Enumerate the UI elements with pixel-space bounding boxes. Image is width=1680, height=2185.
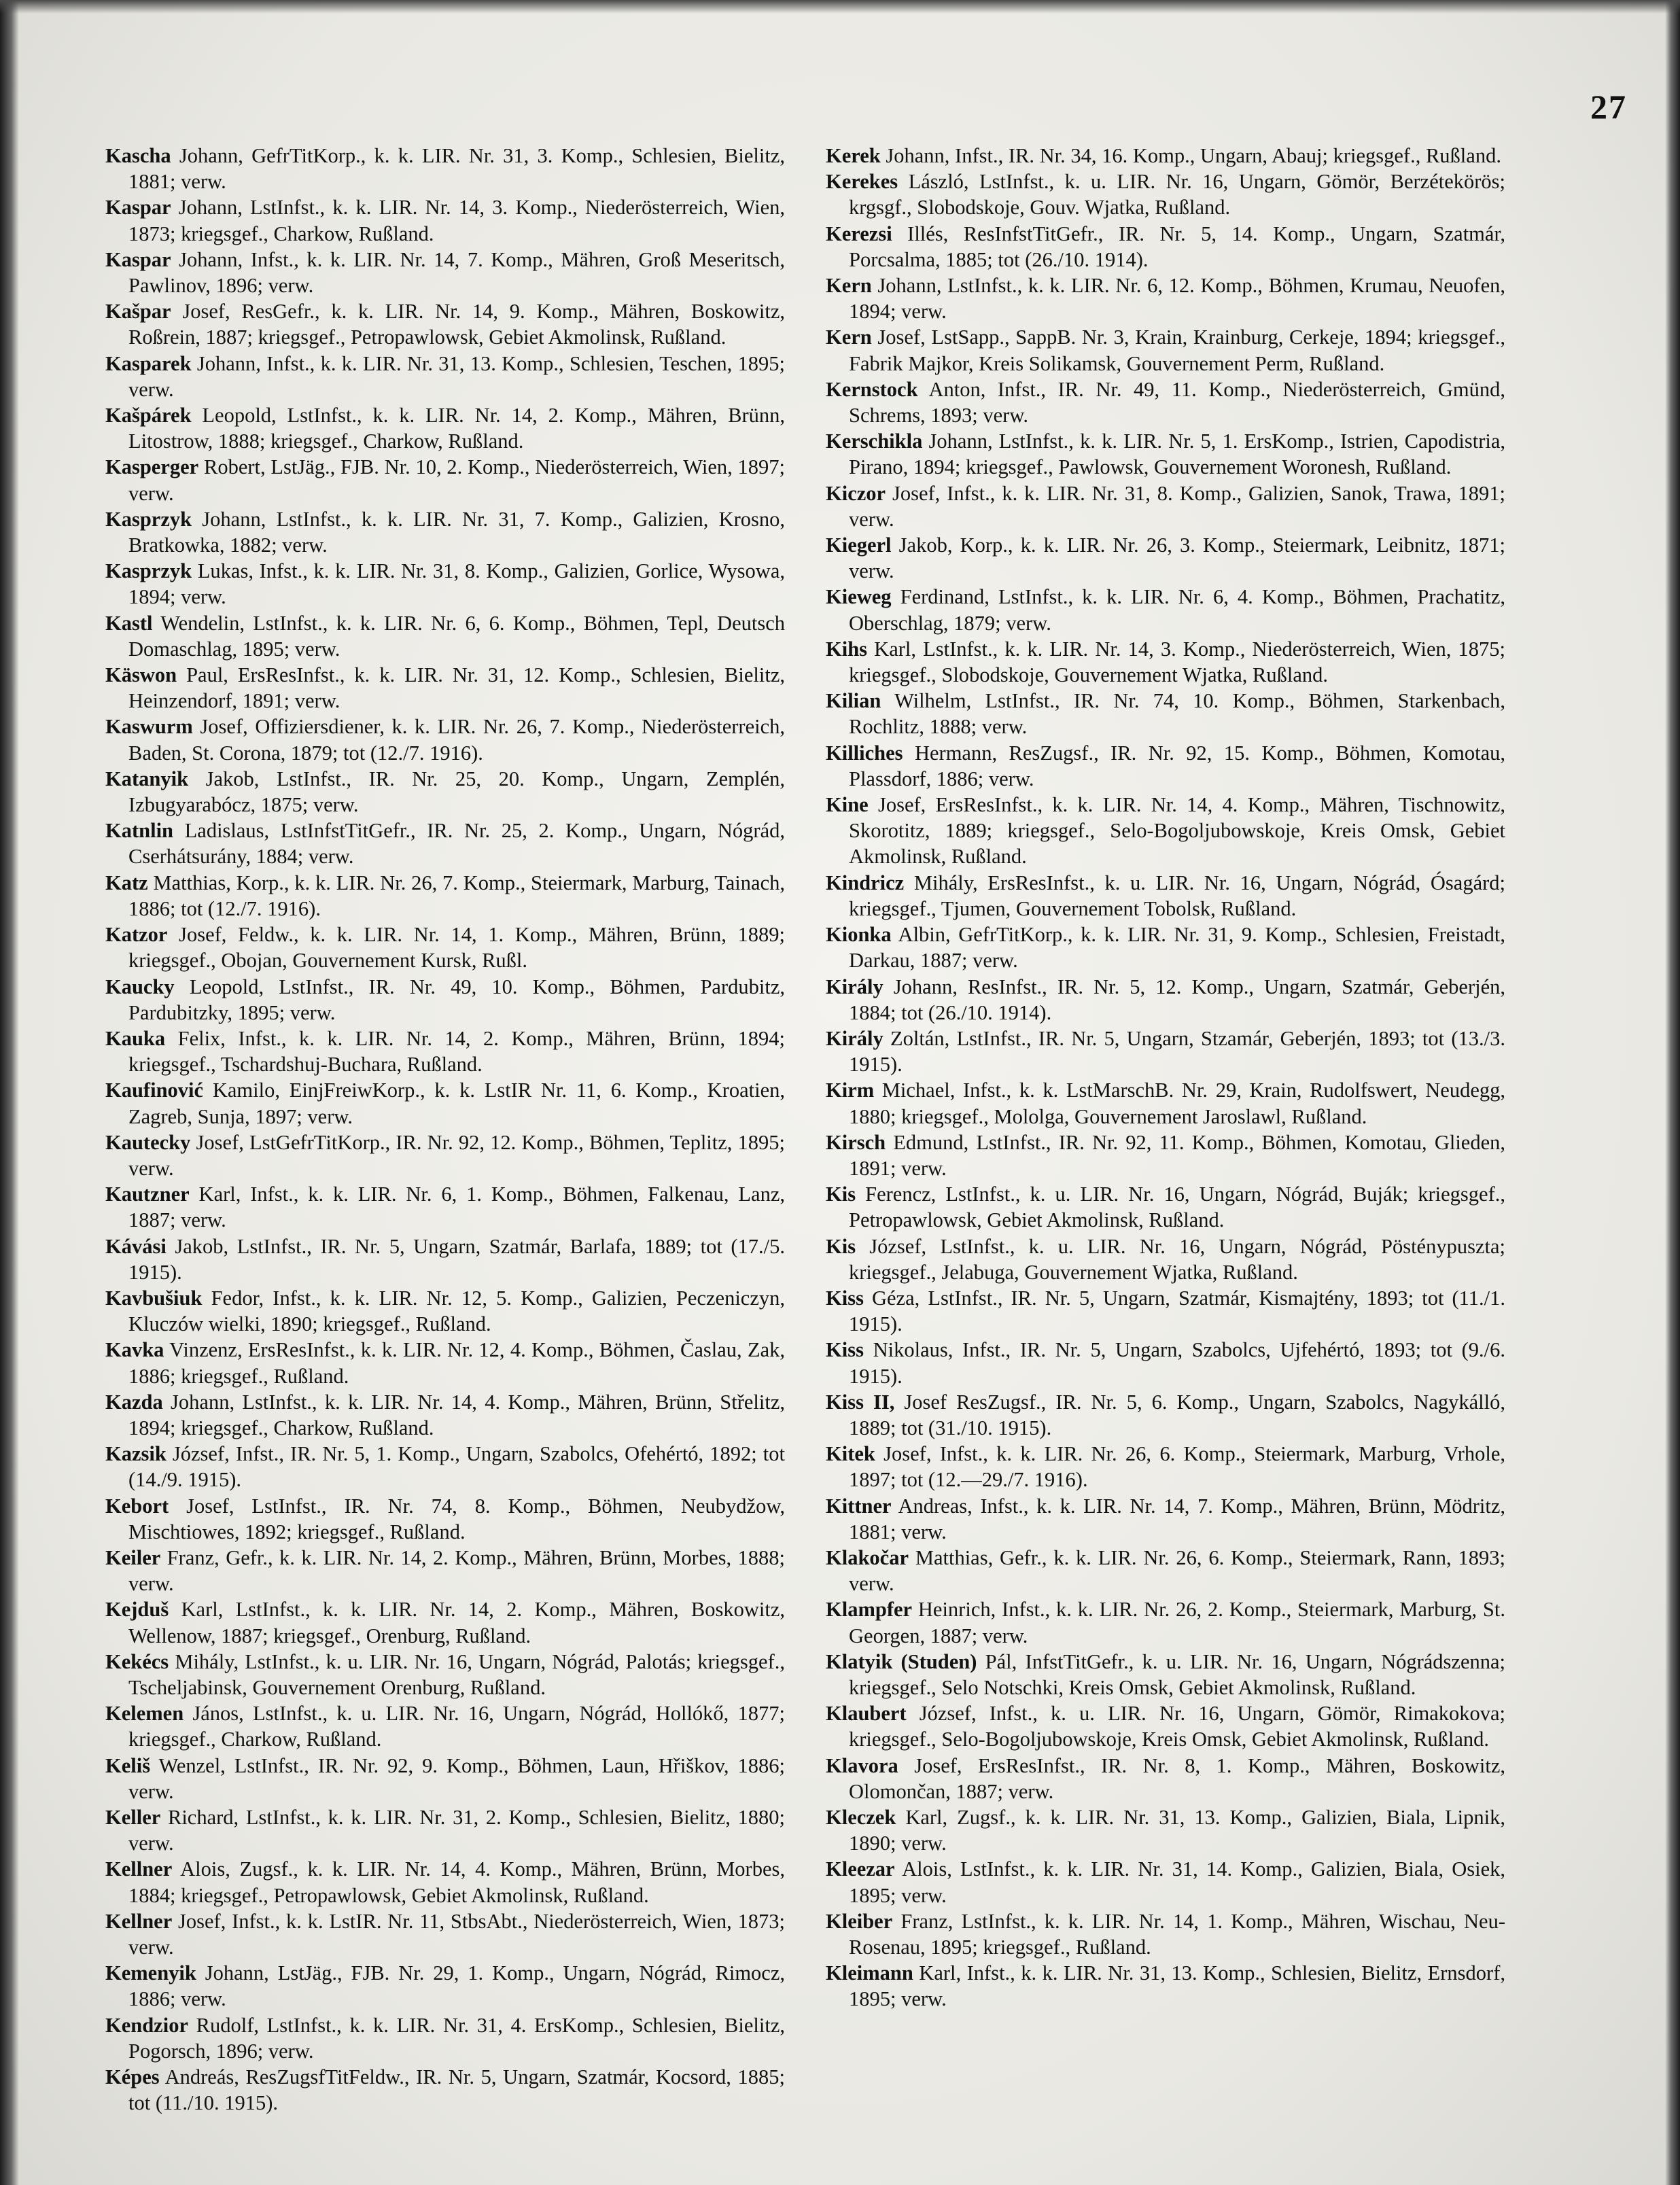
entry-surname: Kebort (105, 1494, 169, 1518)
list-entry (105, 1285, 785, 1337)
entry-surname: Kerschikla (826, 430, 923, 453)
entry-details: Lukas, Infst., k. k. LIR. Nr. 31, 8. Komp., Galizien, Gorlice, Wysowa, 1894; verw. (128, 559, 785, 609)
entry-surname: Käswon (105, 663, 177, 687)
entry-details: Karl, Zugsf., k. k. LIR. Nr. 31, 13. Komp., Galizien, Biala, Lipnik, 1890; verw. (849, 1806, 1505, 1855)
entry-surname: Kiegerl (826, 534, 892, 557)
entry-details: Géza, LstInfst., IR. Nr. 5, Ungarn, Szatmár, Kismajtény, 1893; tot (11./1. 1915). (849, 1286, 1505, 1336)
list-entry (105, 1700, 785, 1752)
entry-details: Franz, Gefr., k. k. LIR. Nr. 14, 2. Komp., Mähren, Brünn, Morbes, 1888; verw. (128, 1545, 785, 1596)
entry-details: Mihály, LstInfst., k. u. LIR. Nr. 16, Ungarn, Nógrád, Palotás; kriegsgef., Tscheljabinsk, Gouvernement Orenburg, Rußland. (128, 1649, 785, 1699)
list-entry (105, 1181, 785, 1233)
scan-shadow-right (1665, 0, 1680, 2185)
list-entry (826, 1804, 1505, 1856)
list-entry (105, 402, 785, 454)
entry-surname: Kaucky (105, 975, 175, 998)
list-entry (105, 818, 785, 869)
list-entry (105, 1960, 785, 2012)
list-entry (826, 688, 1505, 739)
entry-details: Leopold, LstInfst., IR. Nr. 49, 10. Komp., Böhmen, Pardubitz, Pardubitzky, 1895; verw. (128, 975, 785, 1024)
list-entry (105, 1077, 785, 1129)
list-entry (826, 1545, 1505, 1596)
list-entry (826, 974, 1505, 1026)
entry-details: József, LstInfst., k. u. LIR. Nr. 16, Ungarn, Nógrád, Pösténypuszta; kriegsgef., Jelabuga, Gouvernement Wjatka, Rußland. (849, 1234, 1505, 1284)
list-entry (826, 740, 1505, 792)
list-entry (826, 636, 1505, 688)
entry-details: Edmund, LstInfst., IR. Nr. 92, 11. Komp., Böhmen, Komotau, Glieden, 1891; verw. (849, 1130, 1505, 1180)
list-entry (105, 1753, 785, 1804)
entry-surname: Katnlin (105, 819, 174, 843)
entry-details: Josef, Infst., k. k. LIR. Nr. 31, 8. Komp., Galizien, Sanok, Trawa, 1891; verw. (849, 481, 1505, 531)
entry-surname: Kašpar (105, 300, 171, 324)
entry-surname: Keiler (105, 1545, 161, 1569)
entry-details: Josef, LstSapp., SappB. Nr. 3, Krain, Krainburg, Cerkeje, 1894; kriegsgef., Fabrik Majkor, Kreis Solikamsk, Gouvernement Perm, Rußland. (849, 326, 1505, 375)
entry-surname: Katanyik (105, 767, 189, 790)
entry-surname: Kerekes (826, 170, 898, 194)
entry-details: Josef, Offiziersdiener, k. k. LIR. Nr. 26, 7. Komp., Niederösterreich, Baden, St. Corona, 1879; tot (12./7. 1916). (128, 715, 785, 765)
entry-surname: Kleezar (826, 1857, 895, 1881)
list-entry (105, 1493, 785, 1545)
entry-details: Josef, ResGefr., k. k. LIR. Nr. 14, 9. Komp., Mähren, Boskowitz, Roßrein, 1887; kriegsgef., Petropawlowsk, Gebiet Akmolinsk, Rußland. (128, 300, 785, 349)
entry-details: Pál, InfstTitGefr., k. u. LIR. Nr. 16, Ungarn, Nógrádszenna; kriegsgef., Selo Notschki, Kreis Omsk, Gebiet Akmolinsk, Rußland. (849, 1649, 1506, 1699)
entry-details: Wendelin, LstInfst., k. k. LIR. Nr. 6, 6. Komp., Böhmen, Tepl, Deutsch Domaschlag, 1895; verw. (128, 611, 785, 661)
entry-surname: Kine (826, 793, 869, 817)
list-entry (826, 1493, 1505, 1545)
entry-surname: Katz (105, 871, 148, 894)
entry-details: Heinrich, Infst., k. k. LIR. Nr. 26, 2. Komp., Steiermark, Marburg, St. Georgen, 1887; verw. (849, 1598, 1505, 1647)
list-entry (105, 351, 785, 402)
entry-surname: Király (826, 975, 883, 998)
entry-surname: Kazda (105, 1390, 163, 1414)
list-entry (826, 169, 1505, 220)
list-entry (105, 1337, 785, 1388)
entry-details: Ferencz, LstInfst., k. u. LIR. Nr. 16, Ungarn, Nógrád, Buják; kriegsgef., Petropawlowsk, Gebiet Akmolinsk, Rußland. (849, 1183, 1505, 1232)
list-entry (105, 1130, 785, 1181)
entry-surname: Kelemen (105, 1702, 184, 1726)
entry-details: Johann, Infst., k. k. LIR. Nr. 31, 13. Komp., Schlesien, Teschen, 1895; verw. (128, 351, 785, 401)
entry-surname: Kastl (105, 611, 153, 635)
entry-surname: Kaswurm (105, 715, 193, 739)
list-entry (826, 1908, 1505, 1960)
list-entry (826, 1234, 1505, 1285)
list-entry (826, 1026, 1505, 1077)
list-entry (105, 298, 785, 350)
right-column (826, 143, 1505, 2012)
entry-details: Illés, ResInfstTitGefr., IR. Nr. 5, 14. Komp., Ungarn, Szatmár, Porcsalma, 1885; tot (26./10. 1914). (849, 222, 1505, 271)
entry-details: Josef, Infst., k. k. LstIR. Nr. 11, StbsAbt., Niederösterreich, Wien, 1873; verw. (128, 1909, 785, 1959)
entry-details: Ladislaus, LstInfstTitGefr., IR. Nr. 25, 2. Komp., Ungarn, Nógrád, Cserhátsurány, 1884; verw. (128, 819, 785, 869)
entry-surname: Kellner (105, 1857, 173, 1881)
entry-details: Johann, Infst., IR. Nr. 34, 16. Komp., Ungarn, Abauj; kriegsgef., Rußland. (880, 144, 1501, 167)
entry-details: Fedor, Infst., k. k. LIR. Nr. 12, 5. Komp., Galizien, Peczeniczyn, Kluczów wielki, 1890; kriegsgef., Rußland. (128, 1286, 785, 1336)
entry-surname: Kiss (826, 1286, 864, 1310)
entry-surname: Kiczor (826, 481, 886, 505)
entry-details: Leopold, LstInfst., k. k. LIR. Nr. 14, 2. Komp., Mähren, Brünn, Litostrow, 1888; kriegsgef., Charkow, Rußland. (128, 404, 785, 453)
entry-surname: Kionka (826, 923, 892, 947)
entry-surname: Kaspar (105, 247, 171, 271)
entry-surname: Kis (826, 1183, 856, 1206)
entry-surname: Kasparek (105, 351, 192, 375)
list-entry (826, 1856, 1505, 1908)
list-entry (826, 377, 1505, 428)
entry-surname: Kazsik (105, 1442, 167, 1466)
list-entry (826, 922, 1505, 973)
entry-surname: Kejduš (105, 1598, 169, 1622)
list-entry (826, 221, 1505, 273)
entry-surname: Klampfer (826, 1598, 913, 1622)
list-entry (826, 1700, 1505, 1752)
entry-surname: Klavora (826, 1753, 898, 1777)
entry-details: Johann, LstInfst., k. k. LIR. Nr. 5, 1. ErsKomp., Istrien, Capodistria, Pirano, 1894; kriegsgef., Pawlowsk, Gouvernement Woronesh, Rußland. (849, 430, 1505, 479)
list-entry (826, 1181, 1505, 1233)
list-entry (105, 1649, 785, 1700)
entry-details: Alois, LstInfst., k. k. LIR. Nr. 31, 14. Komp., Galizien, Biala, Osiek, 1895; verw. (849, 1857, 1505, 1907)
list-entry (826, 1389, 1505, 1441)
entry-details: Johann, GefrTitKorp., k. k. LIR. Nr. 31, 3. Komp., Schlesien, Bielitz, 1881; verw. (128, 144, 785, 194)
list-entry (826, 792, 1505, 870)
entry-surname: Kindricz (826, 871, 905, 894)
list-entry (826, 870, 1505, 922)
entry-surname: Kiss II, (826, 1390, 895, 1414)
entry-surname: Kieweg (826, 585, 892, 609)
entry-details: Jakob, Korp., k. k. LIR. Nr. 26, 3. Komp., Steiermark, Leibnitz, 1871; verw. (849, 534, 1505, 583)
entry-surname: Klakočar (826, 1545, 909, 1569)
entry-surname: Kerezsi (826, 222, 892, 245)
entry-details: Karl, Infst., k. k. LIR. Nr. 31, 13. Komp., Schlesien, Bielitz, Ernsdorf, 1895; verw. (849, 1961, 1505, 2011)
entry-details: Josef, ErsResInfst., IR. Nr. 8, 1. Komp., Mähren, Boskowitz, Olomončan, 1887; verw. (849, 1753, 1505, 1803)
entry-surname: Kendzior (105, 2013, 188, 2037)
list-entry (826, 1649, 1505, 1700)
list-entry (105, 870, 785, 922)
entry-surname: Kemenyik (105, 1961, 196, 1985)
entry-details: Alois, Zugsf., k. k. LIR. Nr. 14, 4. Komp., Mähren, Brünn, Morbes, 1884; kriegsgef., Petropawlowsk, Gebiet Akmolinsk, Rußland. (128, 1857, 785, 1907)
list-entry (105, 1026, 785, 1077)
entry-surname: Kernstock (826, 377, 918, 401)
entry-details: Michael, Infst., k. k. LstMarschB. Nr. 29, Krain, Rudolfswert, Neudegg, 1880; kriegsgef., Mololga, Gouvernement Jaroslawl, Rußland. (849, 1079, 1505, 1128)
list-entry (105, 1234, 785, 1285)
entry-surname: Képes (105, 2065, 160, 2089)
entry-details: János, LstInfst., k. u. LIR. Nr. 16, Ungarn, Nógrád, Hollókő, 1877; kriegsgef., Charkow, Rußland. (128, 1702, 785, 1751)
list-entry (105, 143, 785, 194)
entry-surname: Kávási (105, 1234, 167, 1258)
entry-details: Matthias, Korp., k. k. LIR. Nr. 26, 7. Komp., Steiermark, Marburg, Tainach, 1886; tot (12./7. 1916). (128, 871, 785, 920)
entry-surname: Kasprzyk (105, 507, 192, 531)
entry-surname: Kautecky (105, 1130, 191, 1154)
entry-surname: Kascha (105, 144, 171, 167)
list-entry (826, 1130, 1505, 1181)
list-entry (105, 1856, 785, 1908)
entry-surname: Klatyik (Studen) (826, 1649, 977, 1673)
entry-details: Kamilo, EinjFreiwKorp., k. k. LstIR Nr. 11, 6. Komp., Kroatien, Zagreb, Sunja, 1897; verw. (128, 1079, 785, 1128)
list-entry (105, 506, 785, 558)
entry-details: Johann, LstJäg., FJB. Nr. 29, 1. Komp., Ungarn, Nógrád, Rimocz, 1886; verw. (128, 1961, 785, 2011)
entry-details: Johann, Infst., k. k. LIR. Nr. 14, 7. Komp., Mähren, Groß Meseritsch, Pawlinov, 1896; verw. (128, 247, 785, 298)
entry-surname: Kilian (826, 689, 881, 713)
list-entry (105, 1804, 785, 1856)
entry-details: Josef, ErsResInfst., k. k. LIR. Nr. 14, 4. Komp., Mähren, Tischnowitz, Skorotitz, 1889; kriegsgef., Selo-Bogoljubowskoje, Kreis Omsk, Gebiet Akmolinsk, Rußland. (849, 793, 1505, 869)
entry-details: Felix, Infst., k. k. LIR. Nr. 14, 2. Komp., Mähren, Brünn, 1894; kriegsgef., Tschardshuj-Buchara, Rußland. (128, 1026, 785, 1077)
list-entry (105, 194, 785, 246)
entry-surname: Kautzner (105, 1183, 190, 1206)
entry-details: Zoltán, LstInfst., IR. Nr. 5, Ungarn, Stzamár, Geberjén, 1893; tot (13./3. 1915). (849, 1026, 1505, 1077)
entry-details: Johann, LstInfst., k. k. LIR. Nr. 14, 3. Komp., Niederösterreich, Wien, 1873; kriegsgef., Charkow, Rußland. (128, 196, 785, 245)
entry-details: Jakob, LstInfst., IR. Nr. 5, Ungarn, Szatmár, Barlafa, 1889; tot (17./5. 1915). (128, 1234, 785, 1284)
entry-surname: Kasperger (105, 455, 199, 479)
list-entry (105, 714, 785, 765)
list-entry (105, 1545, 785, 1596)
entry-details: Johann, LstInfst., k. k. LIR. Nr. 14, 4. Komp., Mähren, Brünn, Střelitz, 1894; kriegsgef., Charkow, Rußland. (128, 1390, 785, 1439)
entry-details: Wenzel, LstInfst., IR. Nr. 92, 9. Komp., Böhmen, Laun, Hřiškov, 1886; verw. (128, 1753, 785, 1803)
entry-details: Josef, LstGefrTitKorp., IR. Nr. 92, 12. Komp., Böhmen, Teplitz, 1895; verw. (128, 1130, 785, 1180)
page-number: 27 (1590, 88, 1627, 126)
entry-details: Andreás, ResZugsfTitFeldw., IR. Nr. 5, Ungarn, Szatmár, Kocsord, 1885; tot (11./10. 1915). (128, 2065, 785, 2115)
list-entry (105, 766, 785, 818)
entry-surname: Kleczek (826, 1806, 896, 1829)
entry-surname: Kleiber (826, 1909, 893, 1933)
list-entry (105, 247, 785, 298)
entry-details: László, LstInfst., k. u. LIR. Nr. 16, Ungarn, Gömör, Berzétekörös; krgsgf., Slobodskoje, Gouv. Wjatka, Rußland. (849, 170, 1505, 220)
entry-surname: Kellner (105, 1909, 173, 1933)
entry-surname: Kihs (826, 637, 868, 661)
list-entry (105, 1389, 785, 1441)
entry-details: Richard, LstInfst., k. k. LIR. Nr. 31, 2. Komp., Schlesien, Bielitz, 1880; verw. (128, 1806, 785, 1855)
entry-details: Albin, GefrTitKorp., k. k. LIR. Nr. 31, 9. Komp., Schlesien, Freistadt, Darkau, 1887; verw. (849, 923, 1505, 973)
list-entry (826, 1441, 1505, 1492)
entry-surname: Kavbušiuk (105, 1286, 203, 1310)
entry-details: Jakob, LstInfst., IR. Nr. 25, 20. Komp., Ungarn, Zemplén, Izbugyarabócz, 1875; verw. (128, 767, 785, 817)
list-entry (826, 1596, 1505, 1648)
entry-surname: Klaubert (826, 1702, 907, 1726)
list-entry (105, 558, 785, 610)
entry-details: Josef, Infst., k. k. LIR. Nr. 26, 6. Komp., Steiermark, Marburg, Vrhole, 1897; tot (12.—29./7. 1916). (849, 1442, 1505, 1492)
entry-details: Johann, LstInfst., k. k. LIR. Nr. 6, 12. Komp., Böhmen, Krumau, Neuofen, 1894; verw. (849, 274, 1505, 324)
list-entry (105, 610, 785, 662)
entry-surname: Kauka (105, 1026, 166, 1050)
entry-details: Vinzenz, ErsResInfst., k. k. LIR. Nr. 12, 4. Komp., Böhmen, Časlau, Zak, 1886; kriegsgef., Rußland. (128, 1338, 785, 1388)
entry-details: Nikolaus, Infst., IR. Nr. 5, Ungarn, Szabolcs, Ujfehértó, 1893; tot (9./6. 1915). (849, 1338, 1505, 1388)
entry-surname: Keliš (105, 1753, 151, 1777)
list-entry (826, 1285, 1505, 1337)
list-entry (826, 1077, 1505, 1129)
entry-surname: Kerek (826, 144, 881, 167)
list-entry (105, 454, 785, 506)
left-column (105, 143, 785, 2116)
entry-details: Karl, LstInfst., k. k. LIR. Nr. 14, 3. Komp., Niederösterreich, Wien, 1875; kriegsgef., Slobodskoje, Gouvernement Wjatka, Rußland. (849, 637, 1505, 687)
entry-surname: Kis (826, 1234, 856, 1258)
entry-details: Matthias, Gefr., k. k. LIR. Nr. 26, 6. Komp., Steiermark, Rann, 1893; verw. (849, 1545, 1505, 1596)
list-entry (105, 2012, 785, 2064)
entry-details: József, Infst., IR. Nr. 5, 1. Komp., Ungarn, Szabolcs, Ofehértó, 1892; tot (14./9. 1915). (128, 1442, 785, 1492)
list-entry (826, 324, 1505, 376)
list-entry (105, 1908, 785, 1960)
entry-details: Johann, LstInfst., k. k. LIR. Nr. 31, 7. Komp., Galizien, Krosno, Bratkowka, 1882; verw. (128, 507, 785, 557)
entry-surname: Keller (105, 1806, 161, 1829)
entry-details: Robert, LstJäg., FJB. Nr. 10, 2. Komp., Niederösterreich, Wien, 1897; verw. (128, 455, 785, 505)
entry-details: Hermann, ResZugsf., IR. Nr. 92, 15. Komp., Böhmen, Komotau, Plassdorf, 1886; verw. (849, 741, 1505, 790)
list-entry (826, 428, 1505, 480)
entry-details: Josef ResZugsf., IR. Nr. 5, 6. Komp., Ungarn, Szabolcs, Nagykálló, 1889; tot (31./10. 1915). (849, 1390, 1505, 1439)
entry-details: Rudolf, LstInfst., k. k. LIR. Nr. 31, 4. ErsKomp., Schlesien, Bielitz, Pogorsch, 1896; verw. (128, 2013, 785, 2063)
entry-details: Josef, LstInfst., IR. Nr. 74, 8. Komp., Böhmen, Neubydžow, Mischtiowes, 1892; kriegsgef., Rußland. (128, 1494, 785, 1543)
entry-details: Ferdinand, LstInfst., k. k. LIR. Nr. 6, 4. Komp., Böhmen, Prachatitz, Oberschlag, 1879; verw. (849, 585, 1505, 635)
scan-shadow-top (0, 0, 1680, 14)
entry-details: József, Infst., k. u. LIR. Nr. 16, Ungarn, Gömör, Rimakokova; kriegsgef., Selo-Bogoljubowskoje, Kreis Omsk, Gebiet Akmolinsk, Rußland. (849, 1702, 1505, 1751)
list-entry (105, 922, 785, 973)
list-entry (105, 662, 785, 714)
list-entry (105, 974, 785, 1026)
entry-surname: Kaspar (105, 196, 171, 220)
entry-surname: Kleimann (826, 1961, 913, 1985)
list-entry (826, 532, 1505, 584)
entry-details: Franz, LstInfst., k. k. LIR. Nr. 14, 1. Komp., Mähren, Wischau, Neu-Rosenau, 1895; kriegsgef., Rußland. (849, 1909, 1505, 1959)
entry-details: Mihály, ErsResInfst., k. u. LIR. Nr. 16, Ungarn, Nógrád, Ósagárd; kriegsgef., Tjumen, Gouvernement Tobolsk, Rußland. (849, 871, 1505, 920)
entry-surname: Kirsch (826, 1130, 886, 1154)
list-entry (105, 1596, 785, 1648)
entry-surname: Király (826, 1026, 883, 1050)
list-entry (826, 1753, 1505, 1804)
entry-surname: Killiches (826, 741, 903, 765)
entry-surname: Kiss (826, 1338, 864, 1362)
scan-shadow-left (0, 0, 19, 2185)
entry-surname: Kittner (826, 1494, 892, 1518)
list-entry (826, 273, 1505, 324)
entry-surname: Kašpárek (105, 404, 192, 427)
entry-details: Andreas, Infst., k. k. LIR. Nr. 14, 7. Komp., Mähren, Brünn, Mödritz, 1881; verw. (849, 1494, 1505, 1543)
entry-surname: Kasprzyk (105, 559, 192, 583)
list-entry (826, 584, 1505, 635)
list-entry (826, 1960, 1505, 2012)
entry-surname: Kern (826, 274, 872, 298)
entry-surname: Kaufinović (105, 1079, 204, 1102)
entry-details: Karl, Infst., k. k. LIR. Nr. 6, 1. Komp., Böhmen, Falkenau, Lanz, 1887; verw. (128, 1183, 785, 1232)
entry-details: Karl, LstInfst., k. k. LIR. Nr. 14, 2. Komp., Mähren, Boskowitz, Wellenow, 1887; kriegsgef., Orenburg, Rußland. (128, 1598, 785, 1647)
entry-surname: Kirm (826, 1079, 875, 1102)
entry-surname: Kern (826, 326, 872, 349)
entry-surname: Kavka (105, 1338, 164, 1362)
entry-details: Josef, Feldw., k. k. LIR. Nr. 14, 1. Komp., Mähren, Brünn, 1889; kriegsgef., Obojan, Gouvernement Kursk, Rußl. (128, 923, 785, 973)
list-entry (826, 1337, 1505, 1388)
list-entry (105, 2064, 785, 2116)
entry-surname: Kekécs (105, 1649, 169, 1673)
list-entry (826, 143, 1505, 169)
entry-surname: Katzor (105, 923, 168, 947)
entry-details: Johann, ResInfst., IR. Nr. 5, 12. Komp., Ungarn, Szatmár, Geberjén, 1884; tot (26./10. 1914). (849, 975, 1505, 1024)
list-entry (105, 1441, 785, 1492)
entry-details: Wilhelm, LstInfst., IR. Nr. 74, 10. Komp., Böhmen, Starkenbach, Rochlitz, 1888; verw. (849, 689, 1505, 739)
entry-details: Anton, Infst., IR. Nr. 49, 11. Komp., Niederösterreich, Gmünd, Schrems, 1893; verw. (849, 377, 1505, 427)
list-entry (826, 480, 1505, 532)
entry-surname: Kitek (826, 1442, 875, 1466)
entry-details: Paul, ErsResInfst., k. k. LIR. Nr. 31, 12. Komp., Schlesien, Bielitz, Heinzendorf, 1891; verw. (128, 663, 785, 713)
